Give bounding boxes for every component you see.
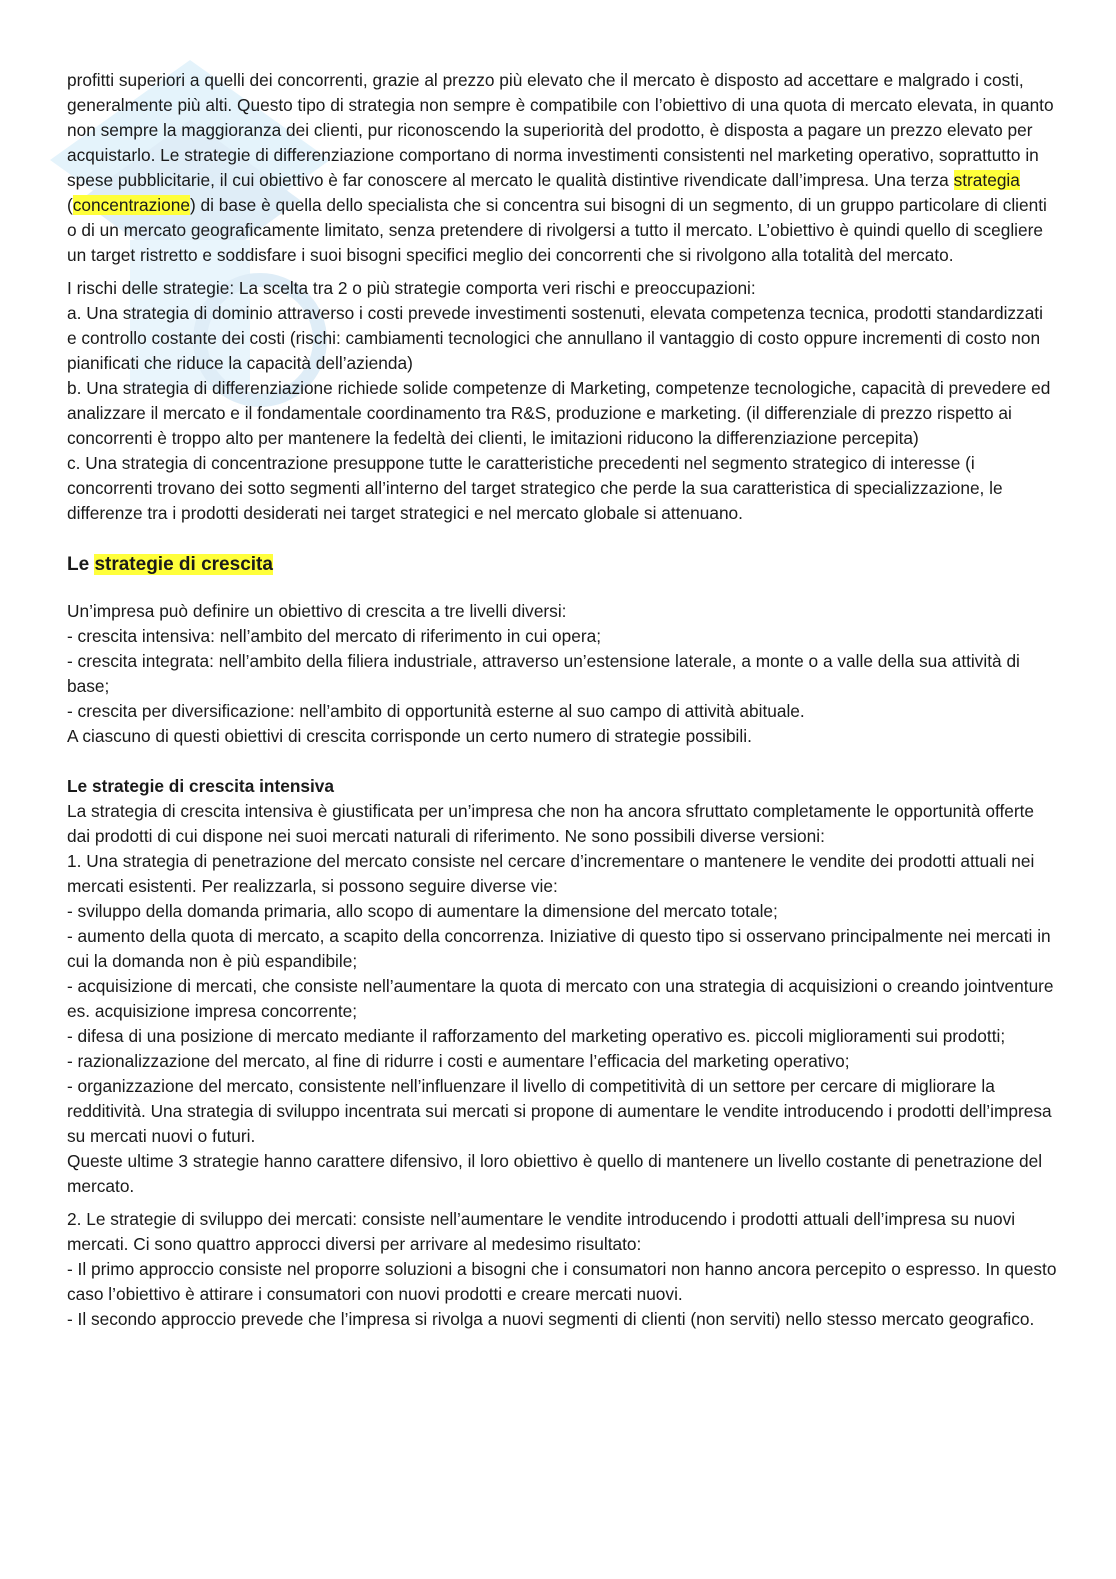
highlight-strategia: strategia (953, 170, 1020, 190)
intensive-section (67, 774, 1057, 1332)
intensive-line: - organizzazione del mercato, consistente nell’influenzare il livello di competitività di un settore per cercare di migliorare la redditività. Una strategia di sviluppo incentrata sui mercati si propone di aumentare le vendite introducendo i prodotti dell’impresa su mercati nuovi o futuri. (67, 1076, 1052, 1146)
highlight-heading: strategie di crescita (94, 554, 273, 575)
risk-item-a: a. Una strategia di dominio attraverso i costi prevede investimenti sostenuti, elevata competenza tecnica, prodotti standardizzati e controllo costante dei costi (rischi: cambiamenti tecnologici che annullano il vantaggio di costo oppure incrementi di costo non pianificati che riduce la capacità dell’azienda) (67, 303, 1043, 373)
growth-line: Un’impresa può definire un obiettivo di crescita a tre livelli diversi: (67, 601, 567, 621)
intensive-line: - Il secondo approccio prevede che l’impresa si rivolga a nuovi segmenti di clienti (non serviti) nello stesso mercato geografico. (67, 1309, 1035, 1329)
highlight-concentrazione: concentrazione (72, 195, 190, 215)
intensive-line: - acquisizione di mercati, che consiste nell’aumentare la quota di mercato con una strategia di acquisizioni o creando jointventure es. acquisizione impresa concorrente; (67, 976, 1054, 1021)
risks-intro: I rischi delle strategie: La scelta tra 2 o più strategie comporta veri rischi e preoccupazioni: (67, 278, 756, 298)
risk-item-b: b. Una strategia di differenziazione richiede solide competenze di Marketing, competenze tecnologiche, capacità di prevedere ed analizzare il mercato e il fondamentale coordinamento tra R&S, produzione e marketing. (il differenziale di prezzo rispetto ai concorrenti è troppo alto per mantenere la fedeltà dei clienti, le imitazioni riducono la differenziazione percepita) (67, 378, 1051, 448)
subsection-title: Le strategie di crescita intensiva (67, 776, 335, 796)
intensive-line: - difesa di una posizione di mercato mediante il rafforzamento del marketing operativo es. piccoli miglioramenti sui prodotti; (67, 1026, 1006, 1046)
intensive-line: La strategia di crescita intensiva è giustificata per un’impresa che non ha ancora sfruttato completamente le opportunità offerte dai prodotti di cui dispone nei suoi mercati naturali di riferimento. Ne sono possibili diverse versioni: (67, 801, 1035, 846)
document-page (67, 68, 1057, 1332)
intensive-line: - aumento della quota di mercato, a scapito della concorrenza. Iniziative di questo tipo si osservano principalmente nei mercati in cui la domanda non è più espandibile; (67, 926, 1051, 971)
risk-item-c: c. Una strategia di concentrazione presuppone tutte le caratteristiche precedenti nel segmento strategico di interesse (i concorrenti trovano dei sotto segmenti all’interno del target strategico che perde la sua caratteristica di specializzazione, le differenze tra i prodotti desiderati nei target strategici e nel mercato globale si attenuano. (67, 453, 1003, 523)
intensive-line: 2. Le strategie di sviluppo dei mercati: consiste nell’aumentare le vendite introducendo i prodotti attuali dell’impresa su nuovi mercati. Ci sono quattro approcci diversi per arrivare al medesimo risultato: (67, 1209, 1016, 1254)
paragraph-differentiation: profitti superiori a quelli dei concorrenti, grazie al prezzo più elevato che il mercato è disposto ad accettare e malgrado i costi, generalmente più alti. Questo tipo di strategia non sempre è compatibile con l’obiettivo di una quota di mercato elevata, in quanto non sempre la maggioranza dei clienti, pur riconoscendo la superiorità del prodotto, è disposta a pagare un prezzo elevato per acquistarlo. Le strategie di differenziazione comportano di norma investimenti consistenti nel marketing operativo, soprattutto in spese pubblicitarie, il cui obiettivo è far conoscere al mercato le qualità distintive rivendicate dall’impresa. Una terza strategia (concentrazione) di base è quella dello specialista che si concentra sui bisogni di un segmento, di un gruppo particolare di clienti o di un mercato geograficamente limitato, senza pretendere di rivolgersi a tutto il mercato. L’obiettivo è quindi quello di scegliere un target ristretto e soddisfare i suoi bisogni specifici meglio dei concorrenti che si rivolgono alla totalità del mercato. (67, 70, 1054, 265)
growth-line: - crescita integrata: nell’ambito della filiera industriale, attraverso un’estensione laterale, a monte o a valle della sua attività di base; (67, 651, 1020, 696)
intensive-line: - razionalizzazione del mercato, al fine di ridurre i costi e aumentare l’efficacia del marketing operativo; (67, 1051, 850, 1071)
growth-line: - crescita per diversificazione: nell’ambito di opportunità esterne al suo campo di attività abituale. (67, 701, 805, 721)
intensive-line: - sviluppo della domanda primaria, allo scopo di aumentare la dimensione del mercato totale; (67, 901, 778, 921)
growth-line: - crescita intensiva: nell’ambito del mercato di riferimento in cui opera; (67, 626, 602, 646)
intensive-line: 1. Una strategia di penetrazione del mercato consiste nel cercare d’incrementare o mantenere le vendite dei prodotti attuali nei mercati esistenti. Per realizzarla, si possono seguire diverse vie: (67, 851, 1035, 896)
growth-section (67, 599, 1057, 749)
section-heading-growth: Le strategie di crescita (67, 554, 273, 575)
growth-line: A ciascuno di questi obiettivi di crescita corrisponde un certo numero di strategie possibili. (67, 726, 752, 746)
intensive-line: Queste ultime 3 strategie hanno carattere difensivo, il loro obiettivo è quello di mantenere un livello costante di penetrazione del mercato. (67, 1151, 1043, 1196)
intensive-line: - Il primo approccio consiste nel proporre soluzioni a bisogni che i consumatori non hanno ancora percepito o espresso. In questo caso l’obiettivo è attirare i consumatori con nuovi prodotti e creare mercati nuovi. (67, 1259, 1057, 1304)
risks-section (67, 276, 1057, 526)
